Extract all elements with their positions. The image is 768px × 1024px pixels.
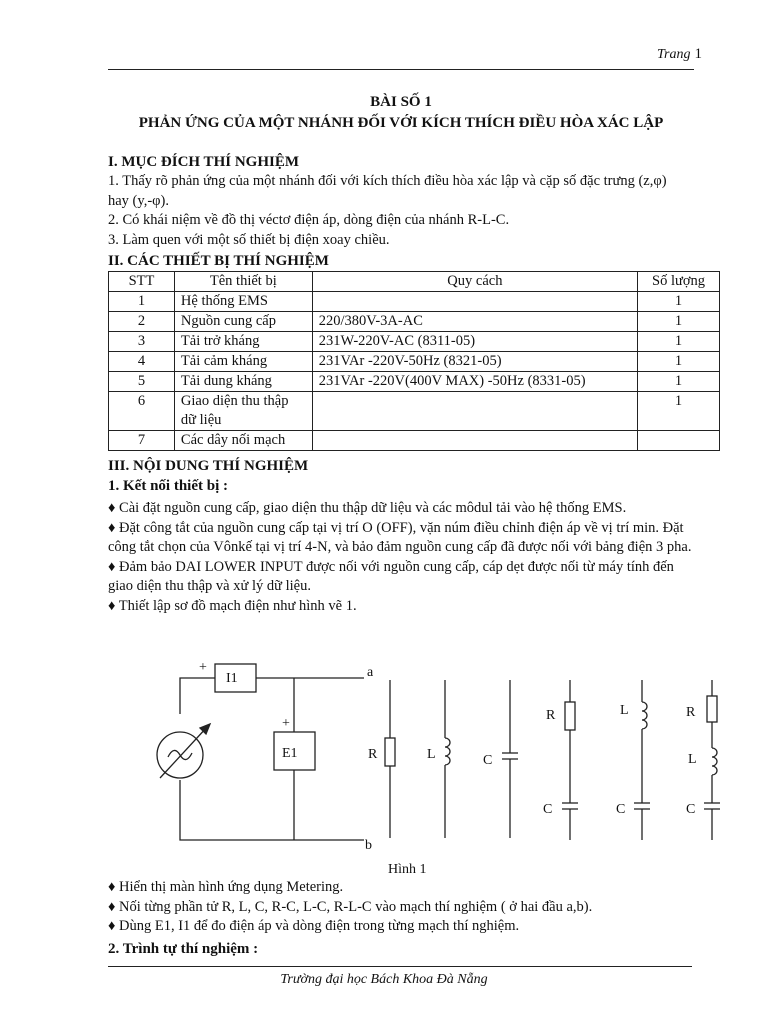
branch-c bbox=[483, 680, 518, 838]
capacitor-label: C bbox=[616, 802, 626, 817]
page-number-value: 1 bbox=[694, 46, 702, 62]
cell-qty: 1 bbox=[638, 312, 720, 332]
branch-rlc bbox=[686, 680, 720, 840]
e1-label: E1 bbox=[282, 746, 298, 761]
cell-stt: 3 bbox=[109, 332, 175, 352]
footer-rule bbox=[108, 966, 692, 967]
terminal-b-label: b bbox=[365, 838, 372, 853]
cell-name: Hệ thống EMS bbox=[174, 292, 312, 312]
resistor-symbol bbox=[707, 696, 717, 722]
figure-caption: Hình 1 bbox=[388, 862, 427, 877]
cell-spec: 231VAr -220V(400V MAX) -50Hz (8331-05) bbox=[312, 372, 637, 392]
cell-qty bbox=[638, 431, 720, 451]
cell-spec bbox=[312, 431, 637, 451]
title-line-2: PHẢN ỨNG CỦA MỘT NHÁNH ĐỐI VỚI KÍCH THÍCH ĐIỀU HÒA XÁC LẬP bbox=[138, 115, 664, 131]
table-row bbox=[109, 292, 720, 312]
table-row bbox=[109, 431, 720, 451]
cell-qty: 1 bbox=[638, 352, 720, 372]
cell-name: Giao diện thu thập dữ liệu bbox=[174, 392, 312, 431]
cell-stt: 4 bbox=[109, 352, 175, 372]
table-row bbox=[109, 352, 720, 372]
section-1-item: hay (y,-φ). bbox=[108, 192, 169, 209]
capacitor-label: C bbox=[543, 802, 553, 817]
inductor-symbol bbox=[445, 738, 450, 765]
resistor-label: R bbox=[546, 708, 556, 723]
cell-name: Tải trở kháng bbox=[174, 332, 312, 352]
section-2-heading: II. CÁC THIẾT BỊ THÍ NGHIỆM bbox=[108, 253, 329, 269]
table-row bbox=[109, 312, 720, 332]
bullet-item: ♦ Đảm bảo DAI LOWER INPUT được nối với nguồn cung cấp, cáp dẹt được nối từ máy tính đến giao diện thu thập và xử lý dữ liệu. bbox=[108, 558, 674, 594]
bullet-item: ♦ Dùng E1, I1 để đo điện áp và dòng điện trong từng mạch thí nghiệm. bbox=[108, 918, 520, 934]
page-number bbox=[657, 46, 702, 63]
cell-stt: 2 bbox=[109, 312, 175, 332]
plus-sign: + bbox=[199, 660, 207, 675]
variable-arrow bbox=[160, 726, 208, 778]
cell-stt: 5 bbox=[109, 372, 175, 392]
circuit-diagram bbox=[0, 640, 768, 880]
branch-r bbox=[368, 680, 395, 838]
section-3-heading: III. NỘI DUNG THÍ NGHIỆM bbox=[108, 458, 309, 474]
column-header: Tên thiết bị bbox=[174, 272, 312, 292]
cell-name: Nguồn cung cấp bbox=[174, 312, 312, 332]
cell-stt: 1 bbox=[109, 292, 175, 312]
section-3-continued bbox=[108, 878, 694, 959]
subsection-connect-heading: 1. Kết nối thiết bị : bbox=[108, 478, 228, 494]
branch-rc bbox=[543, 680, 578, 840]
section-1 bbox=[108, 152, 694, 250]
resistor-label: R bbox=[368, 747, 378, 762]
column-header: STT bbox=[109, 272, 175, 292]
column-header: Quy cách bbox=[312, 272, 637, 292]
capacitor-label: C bbox=[686, 802, 696, 817]
cell-name: Tải dung kháng bbox=[174, 372, 312, 392]
sine-wave-icon bbox=[168, 750, 192, 759]
capacitor-label: C bbox=[483, 753, 493, 768]
section-3 bbox=[108, 456, 694, 616]
cell-spec: 231W-220V-AC (8311-05) bbox=[312, 332, 637, 352]
column-header: Số lượng bbox=[638, 272, 720, 292]
inductor-label: L bbox=[688, 752, 697, 767]
plus-sign: + bbox=[282, 716, 290, 731]
inductor-symbol bbox=[712, 748, 717, 775]
section-1-item: 3. Làm quen với một số thiết bị điện xoay chiều. bbox=[108, 231, 390, 248]
section-2 bbox=[108, 251, 694, 271]
section-1-item: 2. Có khái niệm về đồ thị véctơ điện áp, dòng điện của nhánh R-L-C. bbox=[108, 212, 510, 228]
table-row bbox=[109, 392, 720, 431]
branch-l bbox=[427, 680, 450, 838]
equipment-table bbox=[108, 271, 720, 451]
table-header-row bbox=[109, 272, 720, 292]
inductor-label: L bbox=[620, 703, 629, 718]
terminal-a-label: a bbox=[367, 665, 374, 680]
table-row bbox=[109, 372, 720, 392]
cell-spec: 231VAr -220V-50Hz (8321-05) bbox=[312, 352, 637, 372]
cell-spec bbox=[312, 292, 637, 312]
resistor-label: R bbox=[686, 705, 696, 720]
header-rule bbox=[108, 69, 694, 70]
cell-qty: 1 bbox=[638, 392, 720, 431]
cell-qty: 1 bbox=[638, 292, 720, 312]
section-1-heading: I. MỤC ĐÍCH THÍ NGHIỆM bbox=[108, 154, 299, 170]
bullet-item: ♦ Cài đặt nguồn cung cấp, giao diện thu thập dữ liệu và các môdul tải vào hệ thống EMS. bbox=[108, 500, 627, 516]
page-label: Trang bbox=[657, 47, 691, 62]
wire bbox=[180, 780, 364, 840]
i1-label: I1 bbox=[226, 671, 238, 686]
bullet-item: ♦ Thiết lập sơ đồ mạch điện như hình vẽ 1. bbox=[108, 597, 357, 614]
resistor-symbol bbox=[385, 738, 395, 766]
resistor-symbol bbox=[565, 702, 575, 730]
cell-stt: 6 bbox=[109, 392, 175, 431]
cell-qty: 1 bbox=[638, 332, 720, 352]
bullet-item: ♦ Hiển thị màn hình ứng dụng Metering. bbox=[108, 879, 344, 895]
section-1-item: 1. Thấy rõ phản ứng của một nhánh đối với kích thích điều hòa xác lập và cặp số đặc trưng (z,φ) bbox=[108, 173, 667, 189]
measurement-circuit bbox=[157, 660, 374, 853]
cell-spec: 220/380V-3A-AC bbox=[312, 312, 637, 332]
table-row bbox=[109, 332, 720, 352]
branch-lc bbox=[616, 680, 650, 840]
inductor-label: L bbox=[427, 747, 436, 762]
title-line-1: BÀI SỐ 1 bbox=[370, 94, 432, 110]
bullet-item: ♦ Đặt công tắt của nguồn cung cấp tại vị trí O (OFF), vặn núm điều chỉnh điện áp về vị trí min. Đặt công tắt chọn của Vônkế tại vị trí 4-N, và bảo đảm nguồn cung cấp đã được nối với bảng điện 3 pha. bbox=[108, 519, 692, 555]
cell-name: Các dây nối mạch bbox=[174, 431, 312, 451]
inductor-symbol bbox=[642, 702, 647, 729]
cell-name: Tải cảm kháng bbox=[174, 352, 312, 372]
wire bbox=[180, 678, 215, 714]
cell-stt: 7 bbox=[109, 431, 175, 451]
footer-text: Trường đại học Bách Khoa Đà Nẵng bbox=[280, 972, 488, 987]
subsection-procedure-heading: 2. Trình tự thí nghiệm : bbox=[108, 940, 259, 957]
bullet-item: ♦ Nối từng phần tử R, L, C, R-C, L-C, R-L-C vào mạch thí nghiệm ( ở hai đầu a,b). bbox=[108, 898, 593, 915]
document-title bbox=[108, 92, 694, 134]
cell-spec bbox=[312, 392, 637, 431]
cell-qty: 1 bbox=[638, 372, 720, 392]
